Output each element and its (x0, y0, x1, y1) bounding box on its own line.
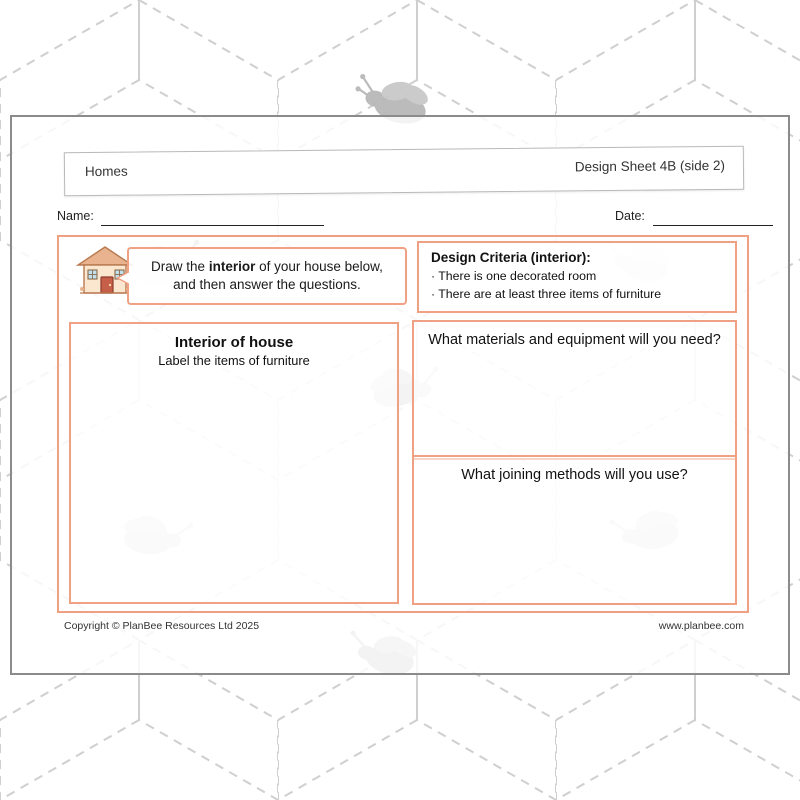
instruction-line1-post: of your house below, (255, 259, 383, 275)
question-joining-text: What joining methods will you use? (461, 467, 688, 483)
instruction-line2: and then answer the questions. (173, 277, 361, 292)
interior-drawing-box[interactable] (69, 322, 399, 604)
copyright-text: Copyright © PlanBee Resources Ltd 2025 (64, 620, 260, 632)
worksheet-page (10, 115, 790, 675)
worksheet-footer (64, 620, 744, 636)
interior-box-subtitle: Label the items of furniture (158, 353, 310, 368)
question-joining-box[interactable] (412, 455, 737, 605)
instruction-line1-pre: Draw the (151, 259, 209, 275)
header-left-title: Homes (84, 163, 128, 180)
date-label: Date: (615, 209, 645, 223)
name-label: Name: (57, 209, 94, 223)
name-input-line[interactable] (101, 225, 324, 226)
header-right-title: Design Sheet 4B (side 2) (574, 157, 726, 175)
instruction-line1-bold: interior (208, 259, 256, 275)
design-criteria-item-2: · There are at least three items of furniture (431, 286, 662, 301)
design-criteria-item-1: · There is one decorated room (431, 269, 597, 283)
design-criteria-box (417, 241, 737, 313)
interior-box-title: Interior of house (174, 334, 294, 351)
design-criteria-title: Design Criteria (interior): (431, 250, 591, 265)
instruction-text (143, 258, 391, 294)
question-materials-text: What materials and equipment will you need? (428, 332, 721, 348)
website-text: www.planbee.com (658, 620, 744, 632)
worksheet-header (64, 146, 744, 197)
name-date-row (57, 209, 747, 229)
instruction-bubble (127, 247, 407, 305)
question-materials-box[interactable] (412, 320, 737, 460)
date-input-line[interactable] (653, 225, 773, 226)
